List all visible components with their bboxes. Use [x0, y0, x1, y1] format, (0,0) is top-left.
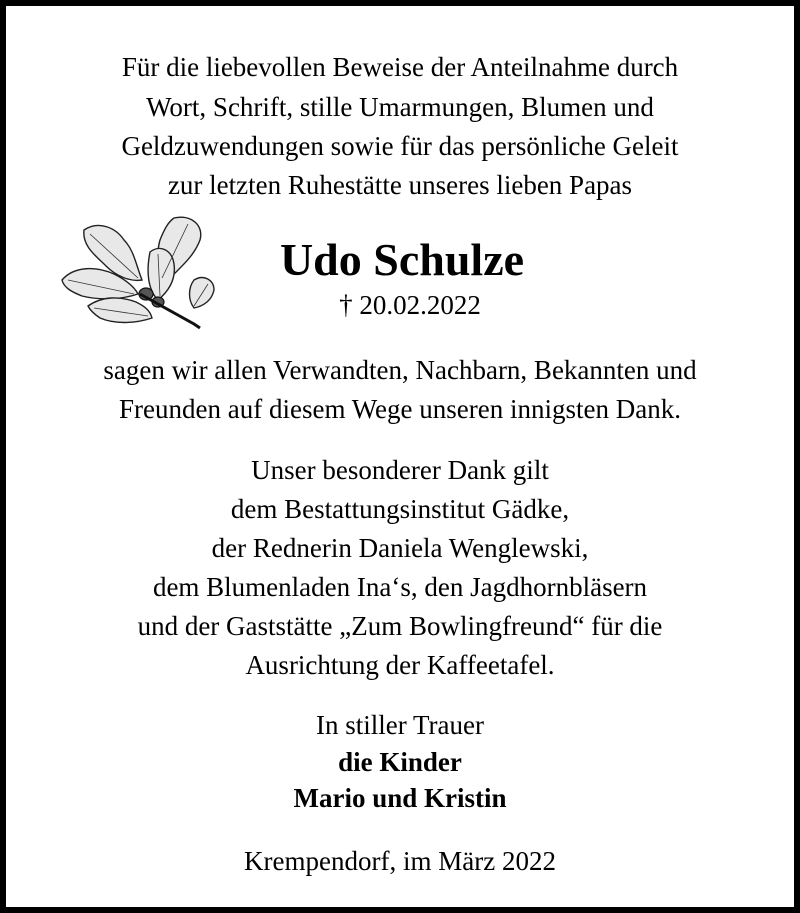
special-thanks-line: dem Bestattungsinstitut Gädke, — [230, 494, 570, 524]
intro-line: Geldzuwendungen sowie für das persönliche Geleit — [121, 131, 679, 161]
special-thanks-line: der Rednerin Daniela Wenglewski, — [211, 533, 589, 563]
death-date: † 20.02.2022 — [339, 290, 481, 320]
intro-line: Für die liebevollen Beweise der Anteilnahme durch — [121, 52, 679, 82]
deceased-name: Udo Schulze — [279, 234, 525, 285]
thanks-line: Freunden auf diesem Wege unseren innigsten Dank. — [119, 394, 681, 424]
family-line: Mario und Kristin — [293, 783, 507, 813]
family-line: die Kinder — [338, 747, 462, 777]
intro-line: Wort, Schrift, stille Umarmungen, Blumen und — [146, 92, 654, 122]
intro-line: zur letzten Ruhestätte unseres lieben Papas — [167, 170, 633, 200]
special-thanks-line: dem Blumenladen Ina‘s, den Jagdhornbläsern — [152, 572, 648, 602]
special-thanks-line: Unser besonderer Dank gilt — [251, 455, 549, 485]
thanks-line: sagen wir allen Verwandten, Nachbarn, Bekannten und — [103, 355, 697, 385]
special-thanks-line: Ausrichtung der Kaffeetafel. — [245, 650, 555, 680]
place-date: Krempendorf, im März 2022 — [244, 846, 556, 876]
mourning-text: In stiller Trauer — [316, 710, 484, 740]
special-thanks-line: und der Gaststätte „Zum Bowlingfreund“ für die — [137, 611, 663, 641]
